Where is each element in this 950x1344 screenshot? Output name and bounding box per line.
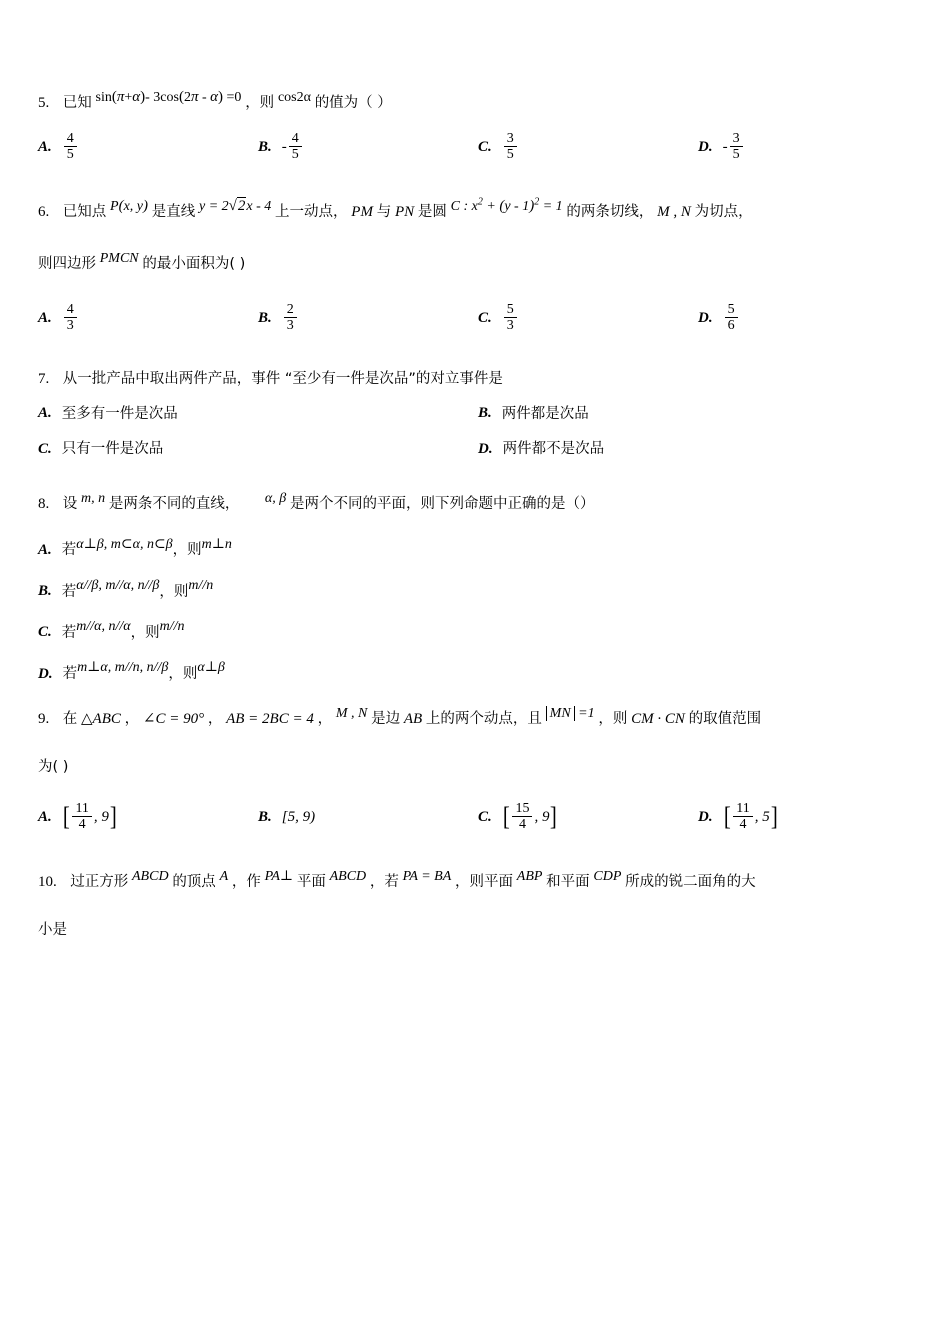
option-ze: ，则 (159, 583, 189, 600)
interval-rest: , 9 (534, 808, 550, 825)
fraction-denominator: 5 (506, 147, 514, 163)
q9-line2: 为( ) (38, 758, 69, 775)
q6-text-g: 为切点， (694, 204, 753, 221)
q10-pa-perp: PA⊥ (264, 869, 294, 885)
left-bracket: [ (723, 802, 731, 832)
question-8 (38, 489, 918, 686)
q9-ab-eq: AB = 2BC = 4 (226, 710, 314, 727)
q9-triangle: △ABC (81, 710, 121, 727)
option-conclusion: α⊥β (197, 660, 225, 676)
option-ze: ，则 (168, 666, 198, 683)
question-5-option-c[interactable] (478, 132, 698, 163)
fraction-numerator: 4 (64, 131, 77, 147)
q10-plane-abcd: ABCD (329, 869, 367, 885)
option-fraction (289, 131, 302, 162)
question-6-option-d[interactable] (698, 303, 918, 334)
fraction-denominator: 4 (739, 817, 747, 833)
q8-text-c: 是两个不同的平面，则下列命题中正确的是（） (289, 495, 595, 512)
question-6-option-c[interactable] (478, 303, 698, 334)
q9-text-g: ，则 (598, 710, 628, 727)
fraction-numerator: 5 (504, 302, 517, 318)
option-label: C. (38, 440, 52, 457)
option-text: 两件都是次品 (501, 405, 589, 422)
question-8-number: 8. (38, 495, 50, 512)
q10-text-a: 过正方形 (70, 874, 129, 891)
q8-text-a: 设 (62, 495, 78, 512)
option-conclusion: m//n (188, 577, 214, 593)
fraction-numerator: 11 (72, 801, 91, 817)
option-label: C. (478, 310, 492, 327)
option-fraction (504, 131, 517, 162)
q6-mn: M , N (657, 204, 691, 221)
option-label: A. (38, 138, 52, 155)
question-9 (38, 704, 918, 833)
question-7 (38, 364, 918, 473)
option-label: B. (258, 808, 272, 825)
option-label: D. (698, 310, 713, 327)
fraction-numerator: 5 (725, 302, 738, 318)
option-label: B. (258, 310, 272, 327)
option-fraction (64, 131, 77, 162)
q10-text-d: 平面 (296, 874, 326, 891)
option-condition: m//α, n//α (76, 619, 131, 635)
q10-text-c: ，作 (231, 874, 261, 891)
question-5-stem-prefix: 已知 (62, 95, 92, 111)
q9-text-h: 的取值范围 (688, 710, 762, 727)
option-label: C. (478, 808, 492, 825)
fraction-numerator: 4 (289, 131, 302, 147)
questions-container (38, 88, 918, 951)
fraction-denominator: 3 (506, 318, 514, 334)
option-interval (723, 802, 779, 833)
question-7-options (38, 402, 918, 473)
question-5-option-b[interactable] (258, 132, 478, 163)
interval-rest: , 5 (754, 808, 770, 825)
option-label: A. (38, 405, 52, 422)
interval-rest: , 9 (93, 808, 109, 825)
q6-pm: PM (351, 204, 373, 221)
question-9-options (38, 802, 918, 833)
question-8-option-c[interactable] (38, 621, 918, 644)
left-bracket: [ (502, 802, 510, 832)
option-interval: [5, 9) (281, 808, 316, 825)
option-interval (502, 802, 558, 833)
right-bracket: ] (109, 802, 117, 832)
question-8-stem (38, 489, 918, 519)
option-label: D. (478, 440, 493, 457)
fraction-numerator: 15 (512, 801, 532, 817)
q6-pn: PN (394, 204, 415, 221)
q6-circle-equation: C : $x^2 + (y - 1)^2 = 1$ (450, 196, 563, 215)
option-label: C. (38, 624, 52, 641)
option-fraction (504, 302, 517, 333)
q9-text-e: 是边 (371, 710, 401, 727)
q6-line-equation: y = 2√2x - 4 (199, 198, 272, 215)
question-7-stem (38, 364, 918, 394)
question-9-option-a[interactable] (38, 802, 258, 833)
q6-line2-a: 则四边形 (38, 256, 96, 273)
q10-text-h: 所成的锐二面角的大 (625, 874, 756, 891)
q6-text-f: 的两条切线， (566, 204, 654, 221)
option-ruo: 若 (61, 583, 77, 600)
option-ruo: 若 (62, 666, 78, 683)
option-fraction (64, 302, 77, 333)
option-label: A. (38, 808, 52, 825)
fraction-numerator: 4 (64, 302, 77, 318)
q9-text-c: ， (207, 710, 223, 727)
question-6-stem-line1 (38, 197, 918, 227)
question-5-stem-math2: cos2α (277, 90, 311, 105)
question-7-option-b[interactable] (478, 402, 918, 425)
option-ze: ，则 (130, 624, 160, 641)
q6-text-c: 上一动点， (275, 204, 348, 221)
question-6-option-b[interactable] (258, 303, 478, 334)
option-label: D. (698, 808, 713, 825)
option-condition: α//β, m//α, n//β (76, 577, 160, 593)
q6-point: P(x, y) (110, 198, 148, 215)
right-bracket: ] (550, 802, 558, 832)
q10-text-b: 的顶点 (172, 874, 216, 891)
q9-mn: M , N (335, 705, 368, 721)
q10-square: ABCD (132, 869, 169, 885)
fraction-denominator: 3 (66, 318, 74, 334)
option-label: A. (38, 310, 52, 327)
option-ruo: 若 (61, 542, 77, 559)
option-ruo: 若 (61, 624, 77, 641)
question-10 (38, 867, 918, 945)
q6-quadrilateral: PMCN (99, 251, 139, 267)
question-8-options (38, 536, 918, 686)
question-5-number: 5. (38, 95, 50, 111)
option-label: B. (258, 138, 272, 155)
q6-text-b: 是直线 (151, 204, 196, 221)
option-text: 至多有一件是次品 (61, 405, 178, 422)
option-label: A. (38, 541, 52, 558)
q10-vertex: A (219, 869, 229, 885)
option-condition: m⊥α, m//n, n//β (77, 660, 169, 676)
question-8-option-a[interactable] (38, 536, 918, 562)
question-8-option-d[interactable] (38, 660, 918, 686)
question-7-option-a[interactable] (38, 402, 478, 425)
q8-lines: m, n (81, 490, 106, 506)
question-7-option-d[interactable] (478, 438, 918, 461)
q10-plane-abp: ABP (516, 869, 543, 885)
q6-text-e: 是圆 (417, 204, 447, 221)
question-7-number: 7. (38, 371, 50, 388)
question-6 (38, 197, 918, 334)
q6-text-d: 与 (376, 204, 392, 221)
fraction-numerator: 2 (284, 302, 297, 318)
question-6-number: 6. (38, 204, 50, 221)
question-8-option-b[interactable] (38, 577, 918, 603)
option-sign: - (281, 138, 287, 155)
question-5-option-d[interactable] (698, 132, 918, 163)
question-10-number: 10. (38, 874, 57, 891)
question-9-option-d[interactable] (698, 802, 918, 833)
q9-text-f: 上的两个动点，且 (425, 710, 542, 727)
q9-text-d: ， (317, 710, 333, 727)
option-fraction (512, 801, 532, 832)
right-bracket: ] (770, 802, 778, 832)
option-fraction (284, 302, 297, 333)
fraction-numerator: 11 (733, 801, 752, 817)
question-9-option-b[interactable] (258, 802, 478, 833)
option-fraction (730, 131, 743, 162)
question-9-stem-line2 (38, 752, 918, 782)
option-label: D. (38, 665, 53, 682)
question-7-option-c[interactable] (38, 438, 478, 461)
option-condition: α⊥β, m⊂α, n⊂β (76, 536, 173, 552)
fraction-denominator: 4 (518, 817, 526, 833)
question-9-stem-line1 (38, 704, 918, 734)
q9-angle: ∠C = 90° (142, 710, 205, 727)
question-5-options (38, 132, 918, 163)
question-6-stem-line2 (38, 249, 918, 279)
option-sign: - (722, 138, 728, 155)
option-label: B. (478, 405, 492, 422)
fraction-denominator: 5 (291, 147, 299, 163)
question-10-stem-line1 (38, 867, 918, 897)
option-interval (62, 802, 118, 833)
question-5 (38, 88, 918, 163)
fraction-denominator: 5 (66, 147, 74, 163)
fraction-numerator: 3 (504, 131, 517, 147)
q9-text-b: ， (124, 710, 140, 727)
fraction-denominator: 4 (78, 817, 86, 833)
option-fraction (733, 801, 752, 832)
fraction-numerator: 3 (730, 131, 743, 147)
q10-pa-ba: PA = BA (402, 869, 452, 885)
option-text: 两件都不是次品 (502, 441, 605, 458)
q10-text-g: 和平面 (546, 874, 590, 891)
option-label: C. (478, 138, 492, 155)
option-fraction (72, 801, 91, 832)
question-5-stem (38, 88, 918, 118)
option-text: 只有一件是次品 (61, 441, 164, 458)
q9-side: AB (403, 710, 423, 727)
option-ze: ，则 (172, 542, 202, 559)
question-6-options (38, 303, 918, 334)
question-5-option-a[interactable] (38, 132, 258, 163)
question-5-stem-mid: ，则 (245, 95, 275, 111)
q10-text-f: ，则平面 (455, 874, 514, 891)
question-9-number: 9. (38, 710, 50, 727)
question-6-option-a[interactable] (38, 303, 258, 334)
q8-text-b: 是两条不同的直线， (108, 495, 240, 512)
option-conclusion: m//n (159, 619, 185, 635)
question-7-stem-text: 从一批产品中取出两件产品，事件 “至少有一件是次品”的对立事件是 (62, 371, 503, 388)
question-10-stem-line2 (38, 915, 918, 945)
q8-planes: α, β (264, 490, 287, 506)
question-5-stem-math: sin(π+α)- 3cos(2π - α) =0 (95, 89, 242, 105)
fraction-denominator: 6 (727, 318, 735, 334)
q6-line2-b: 的最小面积为( ) (142, 256, 246, 273)
q10-text-e: ，若 (369, 874, 399, 891)
option-label: B. (38, 583, 52, 600)
q6-text-a: 已知点 (62, 204, 107, 221)
option-conclusion: m⊥n (201, 536, 232, 552)
q10-plane-cdp: CDP (593, 869, 622, 885)
fraction-denominator: 3 (286, 318, 294, 334)
option-label: D. (698, 138, 713, 155)
option-fraction (725, 302, 738, 333)
q9-mn-length: MN =1 (546, 706, 595, 721)
question-9-option-c[interactable] (478, 802, 698, 833)
q9-text-a: 在 (62, 710, 78, 727)
q10-line2: 小是 (38, 922, 67, 939)
left-bracket: [ (62, 802, 70, 832)
fraction-denominator: 5 (732, 147, 740, 163)
question-5-stem-suffix: 的值为（ ） (314, 95, 392, 111)
q9-dot-product: CM · CN (631, 710, 685, 727)
